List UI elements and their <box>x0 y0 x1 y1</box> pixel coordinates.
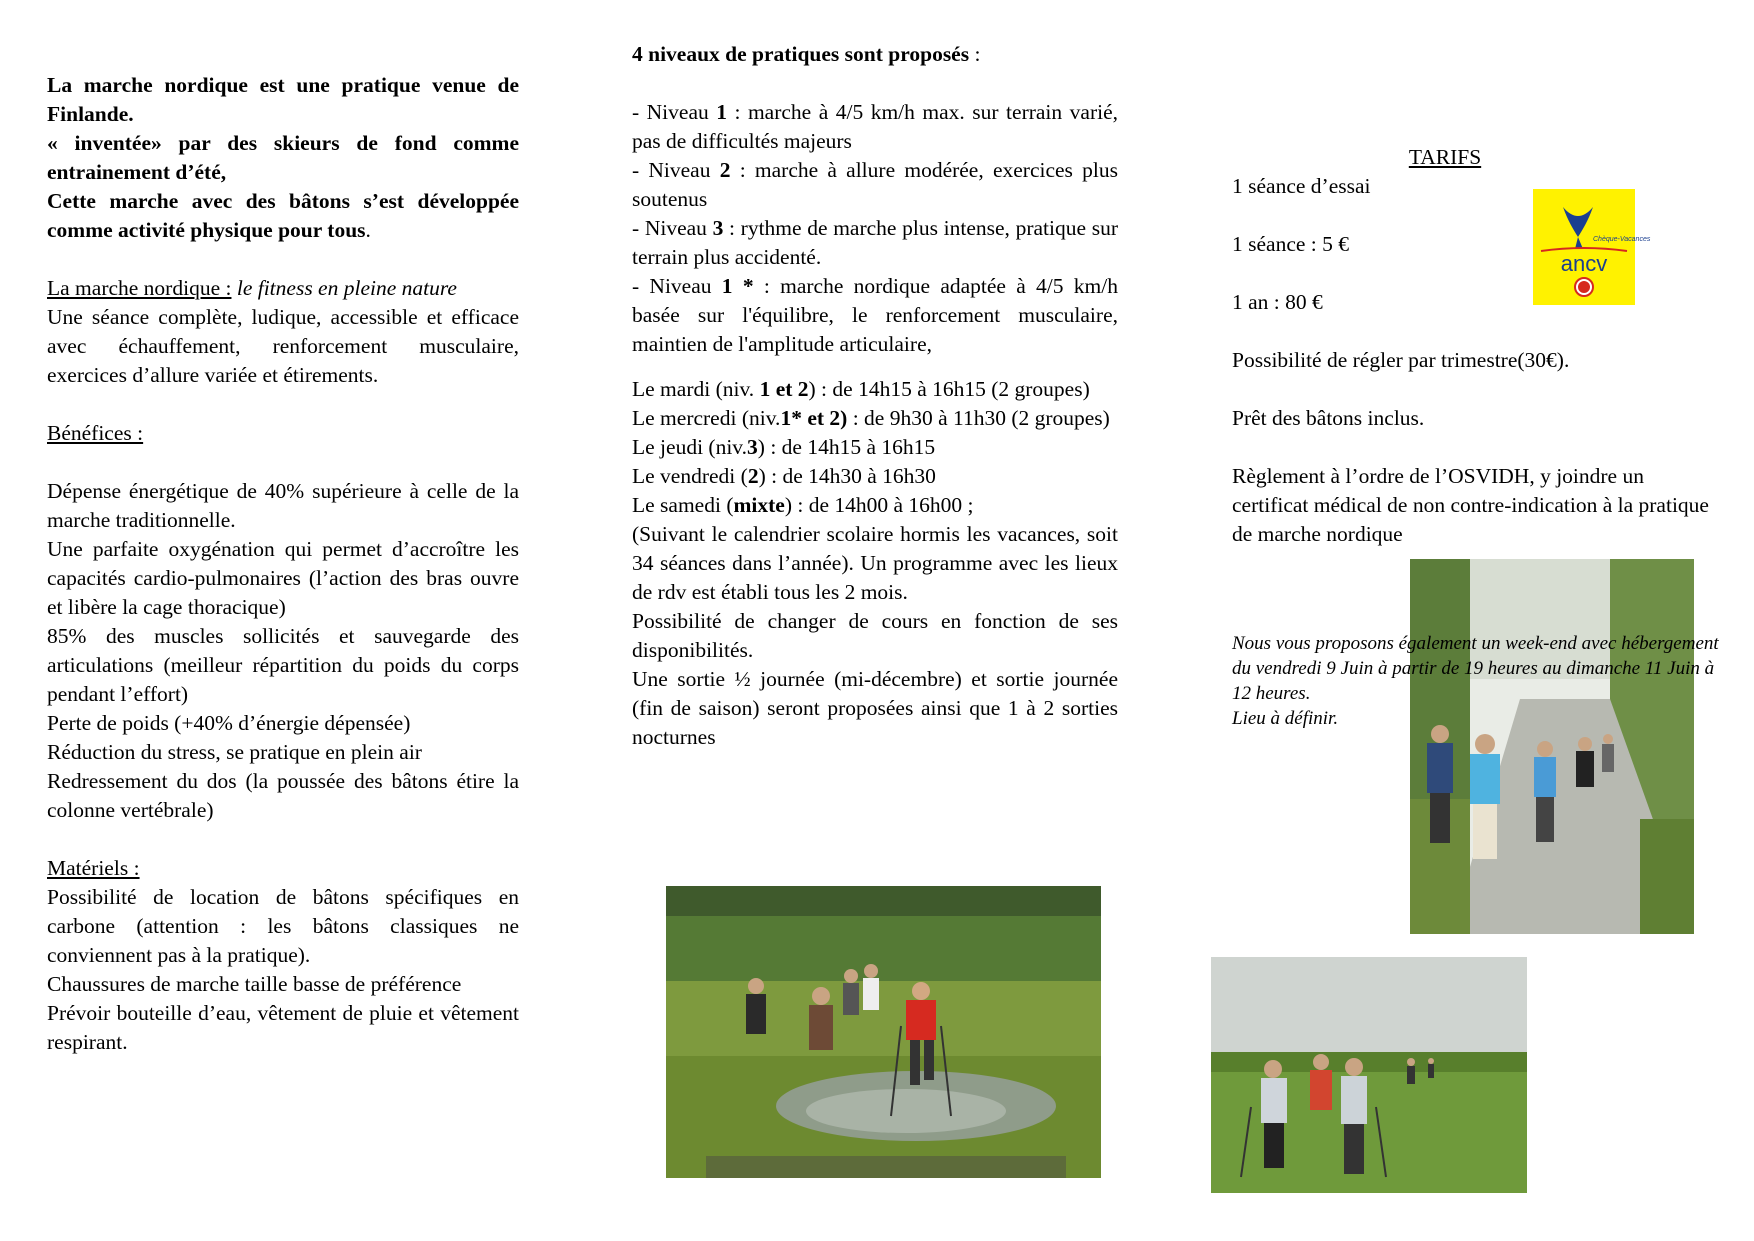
schedule-samedi: Le samedi (mixte) : de 14h00 à 16h00 ; <box>632 493 974 517</box>
benefit-item: 85% des muscles sollicités et sauvegarde des articulations (meilleur répartition du poids du corps pendant l’effort) <box>47 624 519 706</box>
materials-heading: Matériels : <box>47 856 140 880</box>
photo-marsh-crossing <box>666 886 1101 1178</box>
ancv-logo <box>1533 189 1651 305</box>
tarifs-heading: TARIFS <box>1408 145 1482 169</box>
weekend-note: Nous vous proposons également un week-end avec hébergement du vendredi 9 Juin à partir de 19 heures au dimanche 11 Juin à 12 heures. Lieu à définir. <box>1232 633 1719 729</box>
levels-heading: 4 niveaux de pratiques sont proposés : <box>632 42 981 66</box>
svg-text:ancv: ancv <box>1560 251 1608 276</box>
benefit-item: Réduction du stress, se pratique en plein air <box>47 740 422 764</box>
intro-line-1: La marche nordique est une pratique venue de Finlande. <box>47 73 519 126</box>
material-item: Prévoir bouteille d’eau, vêtement de pluie et vêtement respirant. <box>47 1001 519 1054</box>
column-middle <box>632 40 1118 752</box>
level-item: - Niveau 1 * : marche nordique adaptée à 4/5 km/h basée sur l'équilibre, le renforcement musculaire, maintien de l'amplitude articulaire, <box>632 274 1118 356</box>
photo-meadow-walk <box>1211 957 1527 1193</box>
benefit-item: Une parfaite oxygénation qui permet d’accroître les capacités cardio-pulmonaires (l’action des bras ouvre et libère la cage thoracique) <box>47 537 519 619</box>
benefit-item: Dépense énergétique de 40% supérieure à celle de la marche traditionnelle. <box>47 479 519 532</box>
level-item: - Niveau 2 : marche à allure modérée, exercices plus soutenus <box>632 158 1118 211</box>
benefits-heading: Bénéfices : <box>47 421 144 445</box>
tarif-seance: 1 séance : 5 € <box>1232 232 1350 256</box>
level-item: - Niveau 3 : rythme de marche plus intense, pratique sur terrain plus accidenté. <box>632 216 1118 269</box>
intro-line-2: « inventée» par des skieurs de fond comme entrainement d’été, <box>47 131 519 184</box>
tarif-essai: 1 séance d’essai <box>1232 174 1371 198</box>
level-item: - Niveau 1 : marche à 4/5 km/h max. sur terrain varié, pas de difficultés majeurs <box>632 100 1118 153</box>
benefit-item: Redressement du dos (la poussée des bâtons étire la colonne vertébrale) <box>47 769 519 822</box>
intro-line-3: Cette marche avec des bâtons s’est développée comme activité physique pour tous. <box>47 189 519 242</box>
column-right <box>1232 143 1722 549</box>
tarif-trimestre: Possibilité de régler par trimestre(30€). <box>1232 348 1570 372</box>
material-item: Chaussures de marche taille basse de préférence <box>47 972 462 996</box>
tarif-an: 1 an : 80 € <box>1232 290 1323 314</box>
column-left <box>47 71 519 1057</box>
outings-note: Une sortie ½ journée (mi-décembre) et sortie journée (fin de saison) seront proposées ainsi que 1 à 2 sorties nocturnes <box>632 667 1118 749</box>
material-item: Possibilité de location de bâtons spécifiques en carbone (attention : les bâtons classiques ne conviennent pas à la pratique). <box>47 885 519 967</box>
calendar-note: (Suivant le calendrier scolaire hormis les vacances, soit 34 séances dans l’année). Un programme avec les lieux de rdv est établi tous les 2 mois. <box>632 522 1118 604</box>
schedule-mardi: Le mardi (niv. 1 et 2) : de 14h15 à 16h15 (2 groupes) <box>632 377 1090 401</box>
tarif-reglement: Règlement à l’ordre de l’OSVIDH, y joindre un certificat médical de non contre-indication à la pratique de marche nordique <box>1232 464 1709 546</box>
schedule-jeudi: Le jeudi (niv.3) : de 14h15 à 16h15 <box>632 435 936 459</box>
change-note: Possibilité de changer de cours en fonction de ses disponibilités. <box>632 609 1118 662</box>
fitness-text: Une séance complète, ludique, accessible et efficace avec échauffement, renforcement musculaire, exercices d’allure variée et étirements. <box>47 305 519 387</box>
fitness-heading: La marche nordique : le fitness en pleine nature <box>47 276 457 300</box>
schedule-vendredi: Le vendredi (2) : de 14h30 à 16h30 <box>632 464 936 488</box>
schedule-mercredi: Le mercredi (niv.1* et 2) : de 9h30 à 11h30 (2 groupes) <box>632 406 1110 430</box>
tarif-pret: Prêt des bâtons inclus. <box>1232 406 1425 430</box>
benefit-item: Perte de poids (+40% d’énergie dépensée) <box>47 711 411 735</box>
photo-forest-path <box>1232 559 1719 934</box>
svg-text:Chèque-Vacances: Chèque-Vacances <box>1593 236 1651 243</box>
